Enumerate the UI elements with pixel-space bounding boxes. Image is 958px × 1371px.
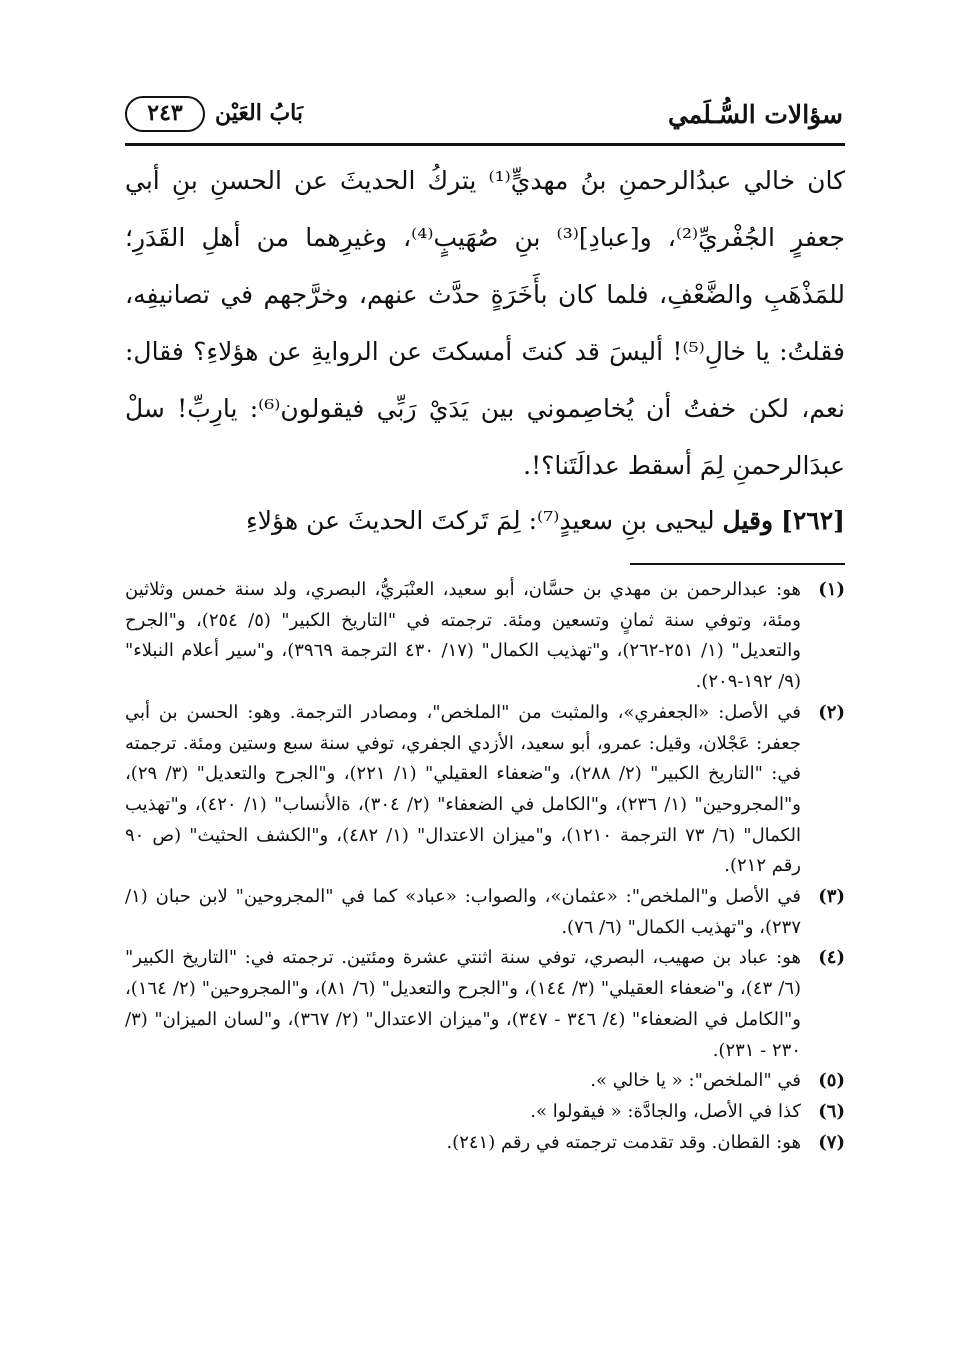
entry-number: [٢٦٢] — [781, 506, 845, 535]
book-page — [125, 0, 845, 1371]
book-title: سؤالات السُّـلَمي — [667, 100, 843, 129]
footnotes — [125, 575, 845, 1158]
footnote — [125, 1128, 845, 1159]
page-header — [125, 92, 845, 142]
footnote-number: (٤) — [818, 947, 845, 969]
footnote-number: (٢) — [818, 701, 845, 723]
footnote — [125, 698, 845, 882]
footnote-text: هو: عبدالرحمن بن مهدي بن حسَّان، أبو سعيد، العنْبَريُّ، البصري، ولد سنة خمس وثلاثين ومئة، وتوفي سنة ثمانٍ وتسعين ومئة. ترجمته في "التاريخ الكبير" (٥/ ٢٥٤)، و"الجرح والتعديل" (١/ ٢٥١-٢٦٢)، و"تهذيب الكمال" (١٧/ ٤٣٠ الترجمة ٣٩٦٩)، و"سير أعلام النبلاء" (٩/ ١٩٢-٢٠٩). — [125, 579, 801, 693]
footnote — [125, 943, 845, 1066]
page-number-badge: ٢٤٣ — [125, 96, 205, 132]
footnote-number: (٧) — [818, 1131, 845, 1153]
header-divider — [125, 143, 845, 146]
main-paragraph: كان خالي عبدُالرحمنِ بنُ مهديٍّ⁽¹⁾ يتركُ الحديثَ عن الحسنِ بنِ أبي جعفرٍ الجُفْريِّ⁽²⁾، و[عبادِ]⁽³⁾ بنِ صُهَيبٍ⁽⁴⁾، وغيرِهما من أهلِ القَدَرِ؛ للمَذْهَبِ والضَّعْفِ، فلما كان بأَخَرَةٍ حدَّث عنهم، وخرَّجهم في تصانيفِه، فقلتُ: يا خالِ⁽⁵⁾! أليسَ قد كنتَ أمسكتَ عن الروايةِ عن هؤلاءِ؟ فقال: نعم، لكن خفتُ أن يُخاصِموني بين يَدَيْ رَبِّي فيقولون⁽⁶⁾: يارِبِّ! سلْ عبدَالرحمنِ لِمَ أسقط عدالَتَنا؟!. — [125, 166, 846, 480]
entry-text: ليحيى بنِ سعيدٍ⁽⁷⁾: لِمَ تَركتَ الحديثَ عن هؤلاءِ — [246, 506, 715, 535]
footnote — [125, 1097, 845, 1128]
footnote-text: في الأصل و"الملخص": «عثمان»، والصواب: «عباد» كما في "المجروحين" لابن حبان (١/ ٢٣٧)، و"تهذيب الكمال" (٦/ ٧٦). — [125, 886, 801, 938]
footnote-text: هو: عباد بن صهيب، البصري، توفي سنة اثنتي عشرة ومئتين. ترجمته في: "التاريخ الكبير" (٦/ ٤٣)، و"ضعفاء العقيلي" (٣/ ١٤٤)، و"الجرح والتعديل" (٦/ ٨١)، و"المجروحين" (٢/ ١٦٤)، و"الكامل في الضعفاء" (٤/ ٣٤٦ - ٣٤٧)، و"ميزان الاعتدال" (٢/ ٣٦٧)، و"لسان الميزان" (٣/ ٢٣٠ - ٢٣١). — [125, 947, 802, 1061]
main-text — [125, 152, 845, 494]
footnote-number: (٣) — [818, 886, 845, 908]
footnote — [125, 882, 845, 943]
chapter-title: بَابُ العَيْن — [215, 100, 304, 126]
footnote-divider — [630, 563, 845, 565]
entry-262 — [125, 492, 845, 549]
footnote-number: (١) — [818, 579, 845, 600]
footnote-text: هو: القطان. وقد تقدمت ترجمته في رقم (٢٤١). — [446, 1131, 801, 1153]
footnote-text: في "الملخص": « يا خالي ». — [590, 1070, 801, 1092]
footnote-text: في الأصل: «الجعفري»، والمثبت من "الملخص"، ومصادر الترجمة. وهو: الحسن بن أبي جعفر: عَجْلان، وقيل: عمرو، أبو سعيد، الأزدي الجفري، توفي سنة سبع وستين ومئة. ترجمته في: "التاريخ الكبير" (٢/ ٢٨٨)، و"ضعفاء العقيلي" (١/ ٢٢١)، و"الجرح والتعديل" (٣/ ٢٩)، و"المجروحين" (١/ ٢٣٦)، و"الكامل في الضعفاء" (٢/ ٣٠٤)، ةالأنساب" (١/ ٤٢٠)، و"تهذيب الكمال" (٦/ ٧٣ الترجمة ١٢١٠)، و"ميزان الاعتدال" (١/ ٤٨٢)، و"الكشف الحثيث" (ص ٩٠ رقم ٢١٢). — [125, 701, 801, 877]
entry-lead: وقيل — [722, 506, 774, 535]
footnote — [125, 1066, 845, 1097]
footnote-number: (٦) — [818, 1100, 845, 1122]
footnote-number: (٥) — [818, 1070, 845, 1092]
footnote — [125, 575, 845, 698]
footnote-text: كذا في الأصل، والجادَّة: « فيقولوا ». — [530, 1100, 801, 1122]
